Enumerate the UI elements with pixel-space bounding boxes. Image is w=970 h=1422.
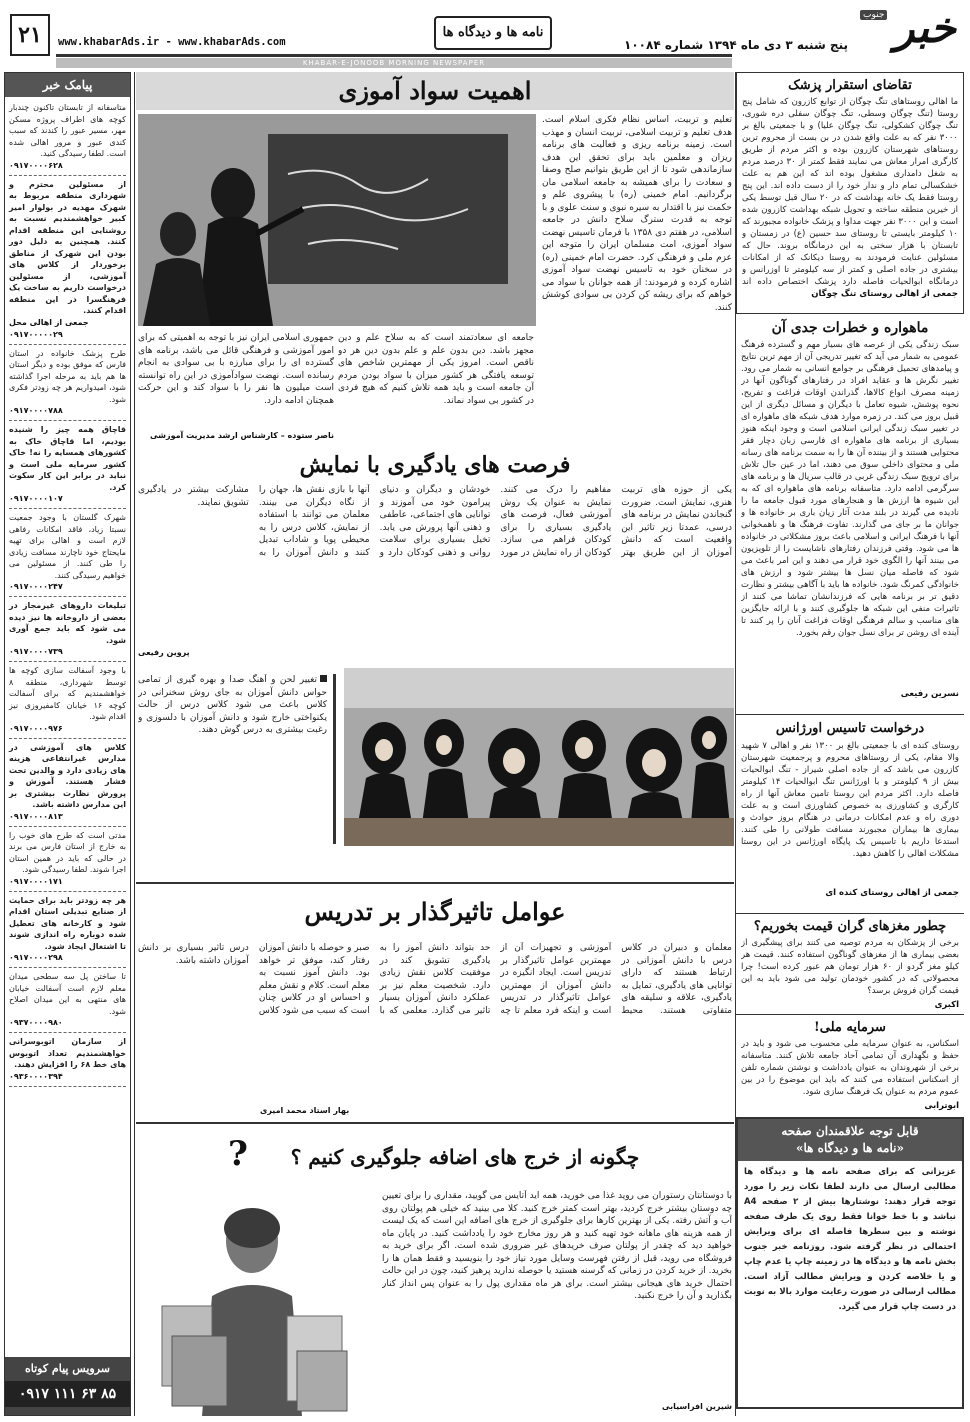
logo-block — [854, 4, 964, 54]
sms-item — [9, 892, 126, 969]
sms-phone: ۰۹۱۷۰۰۰۰۷۸۸ — [9, 406, 63, 415]
sms-phone: ۰۹۱۷۰۰۰۰۶۲۸ — [9, 160, 63, 170]
page-number — [10, 14, 50, 56]
notice-body: عزیزانی که برای صفحه نامه ها و دیدگاه ها مطالبی ارسال می دارند لطفا نکات زیر را مورد توجه قرار دهند: نوشتارها بیش از ۲ صفحه A4 نباشد و با خط خوانا فقط روی یک طرف صفحه نوشته و بین سطرها فاصله ای برای ویرایش احتمالی در نظر گرفته شود. روزنامه خبر جنوب بخش نامه ها و دیدگاه ها در زمینه چاپ یا عدم چاپ و یا خلاصه کردن و ویرایش مطالب آزاد است. مطالب ارسالی در صورت رعایت موارد بالا به نوبت در دست چاپ قرار می گیرد. — [744, 1167, 956, 1312]
sms-text: تبلیغات داروهای غیرمجاز در بعضی از داروخانه ها نیز دیده می شود که باید جمع آوری شود. — [9, 601, 126, 645]
edu-photo — [138, 114, 536, 326]
sms-text: طرح پزشک خانواده در استان فارس که موفق بوده و دیگر استان ها هم باید به مرحله اجرا گذاشته شود، امیدواریم هر چه زودتر فکری شود. — [9, 348, 126, 404]
sms-service-title: سرویس پیام کوتاه — [25, 1362, 110, 1375]
letter-emergency-signature: جمعی از اهالی روستای کنده ای — [825, 888, 959, 898]
sms-item — [9, 827, 126, 892]
letter-doctor-body: ما اهالی روستاهای تنگ چوگان از توابع کازرون که شامل پنج روستا (تنگ چوگان وسطی، تنگ چوگان سفلی دره شوری، تنگ چوگان کشکولی، تنگ چوگان علیا) و با جمعیتی بالغ بر ۳۰۰۰ نفر که به علت واقع شدن در بن بست از محروم ترین روستاهای شهرستان کازرون بوده و اکثر مردم از طریق کارگری امرار معاش می نمایند فقط کمتر از ۳۰ درصد مردم به شغل دامداری مشغول بوده اند که این هم به علت خشکسالی تمام دار و ندار خود را از دست داده اند. این پنج روستا فقط یک خانه بهداشت که در ۲۰ سال قبل توسط یکی از خیرین منطقه ساخته و تحویل شبکه بهداشت کازرون شده است و این ۳۰۰۰ نفر جهت مداوا و پزشک خانواده مجبورند که ۱۰ کیلومتر بایستی تا روستای سد حسین (ع) در زمستان و تابستان با هزار سختی به این درمانگاه بروند. حال که مسئولین عنایت فرمودند به روستا دیکانک که از امکانات بیشتری در جاده اصلی و کمتر از سه کیلومتر تا اوزرانس و درمانگاه ابوالحیات فاصله دارد پزشک اختصاص داده اند — [742, 97, 958, 287]
notice-title-2: «نامه ها و دیدگاه ها» — [796, 1141, 904, 1155]
column-separator — [134, 72, 135, 1416]
sms-phone: ۰۹۱۷۰۰۰۰۲۹۸ — [9, 953, 63, 962]
learn-article — [136, 448, 734, 878]
dateline: پنج شنبه ۳ دی ماه ۱۳۹۴ شماره ۱۰۰۸۴ — [624, 38, 848, 52]
sms-title: پیامک خبر — [42, 78, 93, 92]
sms-item — [9, 662, 126, 739]
edu-article — [136, 72, 734, 444]
edu-title: اهمیت سواد آموزی — [338, 76, 532, 105]
letter-nuts-title: چطور مغزهای گران قیمت بخوریم؟ — [753, 919, 947, 934]
section-title: نامه ها و دیدگاه ها — [442, 25, 544, 40]
letter-satellite — [736, 314, 964, 714]
learn-signature: پروین رفیعی — [138, 648, 190, 657]
sms-phone: ۰۹۱۷۰۰۰۰۱۰۷ — [9, 494, 63, 503]
learn-caption-text: تغییر لحن و آهنگ صدا و بهره گیری از تمامی حواس دانش آموزان به جای روش سخنرانی در کلاس باعث می شود کلاس درس از حالت یکنواختی خارج شود و دانش آموزان با دلسوزی و رغبت بیشتری به درس گوش دهند. — [138, 675, 327, 735]
learn-body: یکی از حوزه های تربیت هنری، نمایش است. ضرورت گنجاندن نمایش در برنامه های درسی، عمدتا زیر تاثیر این واقعیت است که دانش آموزان از این طریق بهتر مفاهیم را درک می کنند. نمایش به عنوان یک روش آموزشی فعال، فرصت های یادگیری بسیاری را برای کودکان فراهم می سازد. کودکان از راه نمایش در مورد خودشان و دیگران و دنیای پیرامون خود می آموزند و توانایی های اجتماعی، عاطفی و ذهنی آنها پرورش می یابد. تخیل بسیاری برای سلامت روانی و ذهنی کودکان دارد و آنها با بازی نقش ها، جهان را از نگاه دیگران می بینند. معلمان می توانند با استفاده از نمایش، کلاس درس را به محیطی پویا و شاداب تبدیل کنند و دانش آموزان را به مشارکت بیشتر در یادگیری تشویق نمایند. — [138, 485, 732, 558]
site-url[interactable]: www.khabarAds.ir - www.khabarAds.com — [58, 36, 286, 48]
sms-text: با وجود آسفالت سازی کوچه ها توسط شهرداری، منطقه ۸ خواهشمندیم که برای آسفالت کوچه ۱۶ خیابان کامفیروزی نیز اقدام شود. — [9, 666, 127, 721]
sms-header — [5, 73, 130, 97]
sms-list — [5, 97, 130, 1357]
sms-text: مدتی است که طرح های خوب را به خارج از استان فارس می برند در حالی که باید در همین استان اجرا شوند. لطفا رسیدگی شود. — [9, 830, 126, 874]
sms-item — [9, 1033, 126, 1087]
sms-text: کلاس های آموزشی در مدارس غیرانتفاعی هزینه های زیادی دارد و والدین تحت فشار هستند. آموزش و پرورش نظارت بیشتری بر این مدارس داشته باشد. — [9, 742, 126, 809]
sms-item — [9, 968, 126, 1033]
notice-title-1: قابل توجه علاقمندان صفحه — [781, 1124, 919, 1138]
teach-signature: بهار استاد محمد امیری — [260, 1106, 350, 1115]
letter-emergency-body: روستای کنده ای با جمعیتی بالغ بر ۱۳۰۰ نفر و اهالی ۷ شهید والا مقام، یکی از روستاهای محروم و پرجمعیت شهرستان کازرون می باشد که از جاده اصلی شیراز - تنگ ابوالحیات بیش از ۹ کیلومتر و با اورژانس تنگ ابوالحیات ۱۴ کیلومتر فاصله دارد. اکثر مردم این روستا تامین معاش آنها از راه کارگری و کشاورزی به خصوص کشاورزی است و به علت دوری راه و عدم امکانات درمانی در هنگام بروز حوادث و بیماری ها بیماران مجبورند مسافت طولانی را طی کنند. استدعا داریم با تاسیس یک پایگاه اورژانس در این روستا مشکلات اهالی را کاهش دهید. — [741, 741, 959, 859]
letter-satellite-title: ماهواره و خطرات جدی آن — [771, 320, 929, 336]
sms-item — [9, 739, 126, 827]
sms-phone: ۰۹۱۷۰۰۰۰۸۱۳ — [9, 811, 63, 821]
learn-photo — [344, 668, 734, 846]
sms-item — [9, 509, 126, 597]
learn-caption — [138, 674, 336, 844]
shopper-photo — [142, 1186, 362, 1416]
letter-emergency-title: درخواست تاسیس اورژانس — [775, 721, 925, 736]
letter-capital-body: اسکناس، به عنوان سرمایه ملی محسوب می شود و باید در حفظ و نگهداری آن تمامی آحاد جامعه تلاش کنند. متاسفانه برخی از شهروندان به عنوان یادداشت و نوشتن شماره تلفن از اسکناس استفاده می کنند که باید این موضوع را در بین عموم مردم به عنوان یک فرهنگ سازی شود. — [741, 1039, 959, 1097]
notice-box — [736, 1117, 964, 1409]
sms-text: متاسفانه از تابستان تاکنون چندبار کوچه های اطراف پروژه مسکن مهر، مسیر عبور را کندند که سبب کندی عبور و مرور اهالی شده است. لطفا رسیدگی کنید. — [9, 103, 126, 158]
letter-capital-title: سرمایه ملی! — [814, 1020, 886, 1035]
letter-capital-signature: ابوترابی — [924, 1101, 959, 1111]
classroom-photo — [138, 114, 536, 326]
sms-phone: ۰۹۱۷۰۰۰۰۷۳۹ — [9, 647, 63, 656]
sms-item — [9, 597, 126, 662]
letter-emergency — [736, 715, 964, 913]
caption-square-icon — [320, 675, 327, 682]
sms-text: از مسئولین محترم و شهرداری منطقه مربوط به شهرک مهدیه در بولوار امیر کبیر خواهشمندیم نسبت به روشنایی این منطقه اقدام کنند. همچنین به دلیل دور بودن این شهرک از مناطق برخوردار از کلاس های آموزشی، از مسئولین درخواست داریم به ساخت یک فرهنگسرا در این منطقه اقدام کنند. — [9, 179, 126, 315]
teach-body: معلمان و دبیران در کلاس درس با دانش آموزانی در ارتباط هستند که دارای توانایی های یادگیری، تمایل به یادگیری، علاقه و سلیقه های متفاوتی هستند. محیط آموزشی و تجهیزات آن از مهمترین عوامل تاثیرگذار بر تدریس است. ایجاد انگیزه در دانش آموزان از مهمترین عوامل تاثیرگذار در تدریس است و اینکه فرد معلم تا چه حد بتواند دانش آموز را به یادگیری تشویق کند در موفقیت کلاس نقش زیادی دارد. شخصیت معلم نیز بر عملکرد دانش آموزان بسیار تاثیر می گذارد. معلمی که با صبر و حوصله با دانش آموزان رفتار کند، موفق تر خواهد بود. دانش آموز نسبت به معلم است. کلام و نقش معلم و احساس او در کلاس چنان است که سبب می شود کلاس درس تاثیر بسیاری بر دانش آموزان داشته باشد. — [138, 943, 732, 1016]
sms-column — [4, 72, 131, 1416]
sms-phone: ۰۹۱۷۰۰۰۰۹۷۶ — [9, 723, 63, 733]
header-strip — [56, 58, 732, 68]
students-photo — [344, 668, 734, 846]
letter-doctor — [736, 72, 964, 314]
sms-phone: ۰۹۱۷۰۰۰۰۱۷۱ — [9, 876, 63, 886]
teach-article — [136, 882, 734, 1120]
letter-satellite-signature: نسرین رفیعی — [900, 689, 959, 699]
edu-body-3: جمهوری اسلامی ایران نیز با توجه به اهمیتی که برای امور آموزشی و فرهنگی قائل می باشد، برنامه های گسترده ای را برای مبارزه با بی سوادی به انجام رسانده است. نهضت سوادآموزی در این راه توانسته است میلیون ها نفر را با سواد کند و این حرکت همچنان ادامه دارد. — [138, 333, 334, 406]
header — [0, 0, 970, 70]
letter-nuts-signature: اکبری — [934, 1000, 959, 1010]
strip-text: KHABAR-E-JONOOB MORNING NEWSPAPER — [302, 59, 486, 67]
sms-text: هر چه زودتر باید برای حمایت از صنایع تبدیلی استان اقدام شود و کارخانه های تعطیل شده دوباره راه اندازی شوند تا اشتغال ایجاد شود. — [9, 895, 126, 951]
cost-title: چگونه از خرج های اضافه جلوگیری کنیم ؟ — [290, 1145, 640, 1169]
letter-doctor-signature: جمعی از اهالی روستای تنگ چوگان — [811, 289, 958, 299]
letter-capital — [736, 1015, 964, 1117]
sms-phone: ۰۹۳۶۰۰۰۰۳۹۴ — [9, 1071, 63, 1081]
cost-photo — [142, 1186, 362, 1416]
letter-doctor-title: تقاضای استقرار پزشک — [788, 78, 912, 93]
teach-title: عوامل تاثیرگذار بر تدریس — [304, 897, 566, 926]
column-separator — [735, 72, 736, 1416]
sms-item — [9, 345, 126, 422]
edu-title-bar — [136, 72, 734, 110]
sms-phone: جمعی از اهالی محل ۰۹۱۷۰۰۰۰۰۲۹ — [9, 317, 89, 339]
logo-tag: جنوب — [860, 10, 887, 20]
sms-service — [5, 1357, 130, 1415]
edu-body: تعلیم و تربیت، اساس نظام فکری اسلام است. هدف تعلیم و تربیت اسلامی، تربیت انسان و مهذب است. زمینه برنامه ریزی و فعالیت های برنامه ریزان و معلمین باید برای تحقق این هدف سازماندهی شود تا از این طریق بتوانیم صلح وصفا و سعادت را برای همیشه به جامعه اسلامی مان برگردانیم. امام خمینی (ره) با پیشروی علم و حکمت نیز با اقتدار به سیره نبوی و سنت علوی و با توجه به قدرت سترگ سلاح دانش در جامعه اسلامی، در هفتم دی ۱۳۵۸ با فرمان تاسیس نهضت سواد آموزی، امت مسلمان ایران را متوجه این عزم ملی و فرهنگی کرد. حضرت امام خمینی (ره) در سخنان خود به تاسیس نهضت سواد آموزی اشاره کرده و فرمودند: از همه جوانان با سواد می خواهم که برای ریشه کن کردن بی سوادی کوشش کنند. — [542, 115, 732, 313]
sms-text: تا ساختن پل سه سطحی میدان معلم لازم است آسفالت خیابان های منتهی به این میدان اصلاح شود. — [9, 972, 126, 1016]
sms-phone: ۰۹۳۷۰۰۰۰۹۸۰ — [9, 1018, 63, 1027]
sms-text: از سازمان اتوبوسرانی خواهشمندیم تعداد اتوبوس های خط ۶۸ را افزایش دهند. — [9, 1037, 126, 1069]
question-mark-icon: ? — [228, 1134, 248, 1174]
sms-text: قاچاق همه چیز را شنیده بودیم، اما قاچاق خاک به کشورهای همسایه را نه! خاک کشور سرمایه ملی است و نباید در برابر این کار سکوت کرد. — [9, 425, 126, 492]
cost-article — [136, 1122, 734, 1416]
cost-body: با دوستانتان رستوران می روید غذا می خورید، همه اید آتایس می گویید، مقداری را برای تعیین چه دوستان بیشتر خرج کردید، بهتر است کمتر خرج کنید. کلا می بینید که خیلی هم پولتان روی آب و آتش رفته. یکی از بهترین کارها برای جلوگیری از خرج های اضافه این است که یک لیست از همه هزینه های ماهانه خود تهیه کنید و هر روز مخارج خود را یادداشت کنید. در پایان ماه خواهید دید که چقدر از پولتان صرف خریدهای غیر ضروری شده است. اگر برای خرید به فروشگاه می روید، قبل از رفتن فهرست وسایل مورد نیاز خود را بنویسید و فقط همان ها را بخرید. از خرید کردن در زمانی که گرسنه هستید یا حوصله ندارید پرهیز کنید، چون در این حالت احتمال خرید های هیجانی بیشتر است. برای هر ماه مقداری پول را به عنوان پس انداز کنار بگذارید و آن را خرج نکنید. — [382, 1191, 732, 1301]
learn-title: فرصت های یادگیری با نمایش — [299, 452, 571, 478]
sms-item — [9, 176, 126, 345]
edu-body-2: جامعه ای سعادتمند است که به سلاح علم و دین مجهز باشد. دین بدون علم و علم بدون دین هر دو ناقص است. امروز یکی از مهمترین شاخص های توسعه یافتگی هر کشور میزان با سواد بودن مردم آن جامعه است و باید همه تلاش کنیم که هیچ فردی در کشور بی سواد نماند. — [338, 333, 534, 406]
letter-nuts-body: برخی از پزشکان به مردم توصیه می کنند برای پیشگیری از بعضی بیماری ها از مغزهای گوناگون استفاده کنند. قیمت هر کیلو مغز گردو از ۶۰ هزار تومان هم عبور کرده است! چرا محصولاتی که در کشور خودمان تولید می شود باید به این قیمت گران فروش برسد؟ — [741, 938, 959, 996]
page-number-text: ۲۱ — [18, 22, 42, 48]
cost-signature: شیرین افراسیابی — [661, 1402, 732, 1411]
notice-header — [738, 1119, 962, 1161]
letter-satellite-body: سبک زندگی یکی از عرصه های بسیار مهم و گسترده فرهنگ عمومی به شمار می آید که تغییر تدریجی آن از مهم ترین نتایج و پیامدهای تحمیل فرهنگی بر جوامع انسانی به شمار می رود. تغییر نگرش ها و عقاید افراد در رفتارهای گوناگون آنها در زمینه مصرف انواع کالاها، گذراندن اوقات فراغت و تفریح، نحوه پوشش، شیوه تعامل با دیگران و مسائل دیگری از این قبیل بروز می کند. در زمره موارد هدف شبکه های ماهواره ای در تغییر سبک زندگی ایرانی اسلامی است و وجود اینکه هنوز بسیاری از برنامه های ماهواره ای فارسی زبان دچار فقر محتوایی هستند و از بیننده آن ها را به سمت برنامه های رسانه ملی و محتوای داخلی سوق می دهند، اما در عین حال تلاش برای ترویج سبک زندگی غربی در قالب سریال ها و برنامه های سرگرمی ادامه دارد. متاسفانه برنامه های ماهواره ای که به این شیوه ها ارزش ها و هنجارهای مورد قبول جامعه ما را نادیده می گیرند در بلند مدت آثار زیان باری بر خانواده ها و جوانان ما بر جای می گذارند. تفاوت فرهنگ ها و ناهمخوانی آنها با فرهنگ ایرانی و اسلامی باعث بروز مشکلاتی در خانواده ها می شود. وقتی فرزندان رفتارهای ناشایست را از تلویزیون می بینند آنها را الگوی خود قرار می دهند و این امر باعث می شود که فاصله میان نسل ها بیشتر شود و ارزش های خانوادگی کمرنگ شود. خانواده ها باید با آگاهی بیشتر و نظارت دقیق تر بر برنامه هایی که فرزندانشان تماشا می کنند از تاثیرات منفی این شبکه ها جلوگیری کنند و با ارائه جایگزین های مناسب و سالم فرهنگی اوقات فراغت آنان را پر کنند تا آینده ای روشن تر برای نسل جوان رقم بخورد. — [741, 340, 959, 638]
header-rule — [56, 54, 732, 57]
sms-text: شهرک گلستان با وجود جمعیت نسبتا زیاد، فاقد امکانات رفاهی لازم است و اهالی برای تهیه مایحتاج خود ناچارند مسافت زیادی را طی کنند. از مسئولین می خواهیم رسیدگی کنند. — [9, 513, 126, 580]
right-column — [736, 72, 964, 1416]
letter-nuts — [736, 914, 964, 1014]
sms-item — [9, 99, 126, 176]
section-banner — [434, 16, 552, 50]
edu-signature: ناصر ستوده – کارشناس ارشد مدیریت آموزشی — [150, 431, 334, 440]
sms-service-number[interactable]: ۰۹۱۷ ۱۱۱ ۶۳ ۸۵ — [5, 1381, 130, 1407]
logo: خبر — [894, 3, 956, 52]
sms-item — [9, 421, 126, 509]
sms-phone: ۰۹۱۷۰۰۰۰۲۴۷ — [9, 582, 63, 591]
